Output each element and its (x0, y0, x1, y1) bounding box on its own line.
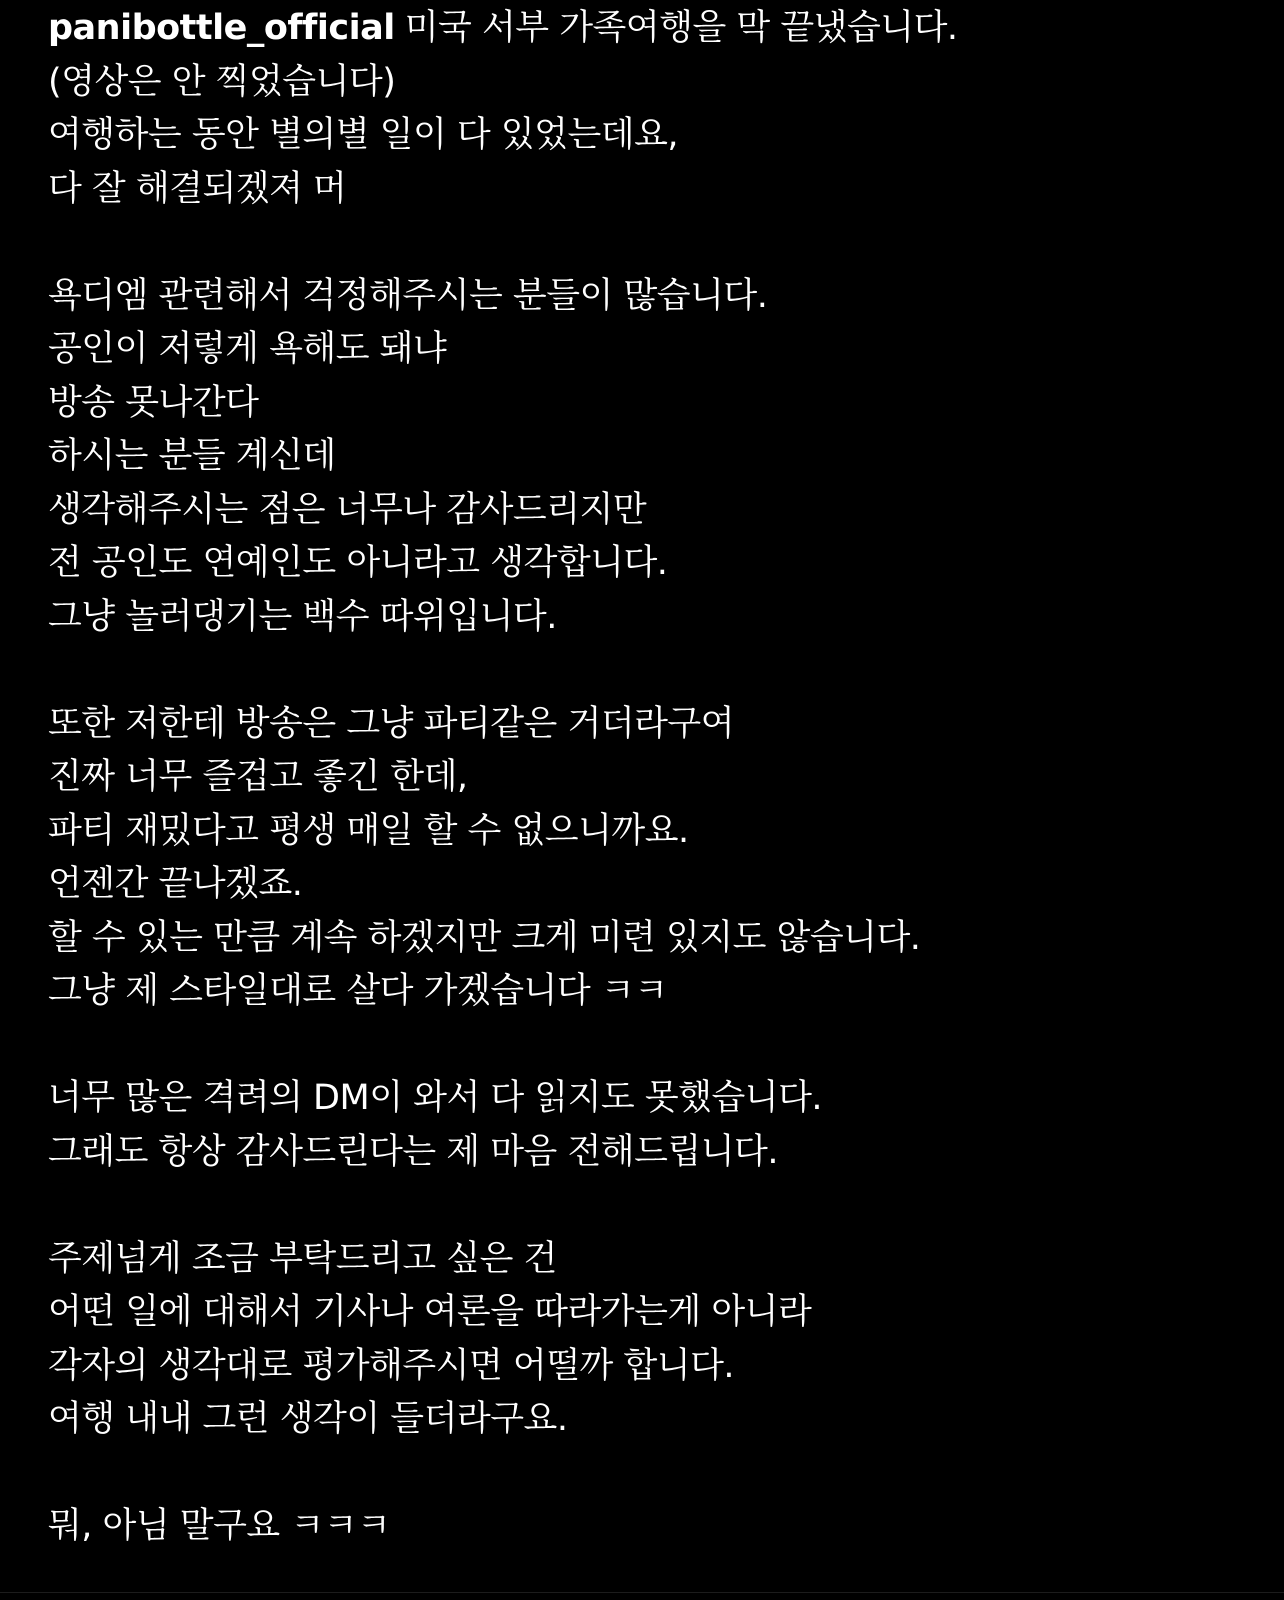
username-link[interactable]: panibottle_official (48, 8, 395, 48)
caption-line: 언젠간 끝나겠죠. (48, 864, 303, 904)
caption-line: 진짜 너무 즐겁고 좋긴 한데, (48, 757, 468, 797)
caption-line: 여행하는 동안 별의별 일이 다 있었는데요, (48, 115, 679, 155)
caption-blank-line (48, 1019, 1248, 1073)
caption-line: 전 공인도 연예인도 아니라고 생각합니다. (48, 543, 668, 583)
caption-line: 방송 못나간다 (48, 382, 259, 423)
caption-blank-line (48, 644, 1248, 698)
caption-blank-line (48, 1447, 1248, 1501)
caption-line: 각자의 생각대로 평가해주시면 어떨까 합니다. (48, 1345, 735, 1386)
caption-line: 그냥 놀러댕기는 백수 따위입니다. (48, 596, 557, 637)
caption-line: 하시는 분들 계신데 (48, 436, 336, 476)
caption-line: (영상은 안 찍었습니다) (48, 61, 396, 102)
post-caption (48, 2, 1248, 1554)
caption-blank-line (48, 216, 1248, 270)
caption-line: 주제넘게 조금 부탁드리고 싶은 건 (48, 1238, 557, 1279)
caption-body (48, 56, 1248, 1554)
caption-line: 어떤 일에 대해서 기사나 여론을 따라가는게 아니라 (48, 1292, 812, 1332)
caption-line: 뭐, 아님 말구요 ㅋㅋㅋ (48, 1506, 391, 1546)
caption-line: 할 수 있는 만큼 계속 하겠지만 크게 미련 있지도 않습니다. (48, 917, 921, 958)
caption-line: 그냥 제 스타일대로 살다 가겠습니다 ㅋㅋ (48, 971, 668, 1011)
caption-line: 파티 재밌다고 평생 매일 할 수 없으니까요. (48, 810, 689, 851)
caption-line: 공인이 저렇게 욕해도 돼냐 (48, 329, 447, 369)
caption-line: 여행 내내 그런 생각이 들더라구요. (48, 1399, 568, 1439)
caption-text: 미국 서부 가족여행을 막 끝냈습니다. (404, 8, 958, 48)
caption-blank-line (48, 1179, 1248, 1233)
divider (0, 1592, 1284, 1593)
caption-line: 생각해주시는 점은 너무나 감사드리지만 (48, 489, 647, 530)
caption-line: 그래도 항상 감사드린다는 제 마음 전해드립니다. (48, 1131, 778, 1172)
caption-line: 다 잘 해결되겠져 머 (48, 168, 347, 209)
caption-line: 너무 많은 격려의 DM이 와서 다 읽지도 못했습니다. (48, 1078, 823, 1118)
caption-line: 욕디엠 관련해서 걱정해주시는 분들이 많습니다. (48, 275, 768, 316)
caption-line: 또한 저한테 방송은 그냥 파티같은 거더라구여 (48, 703, 735, 744)
caption-first-line (48, 2, 1248, 56)
